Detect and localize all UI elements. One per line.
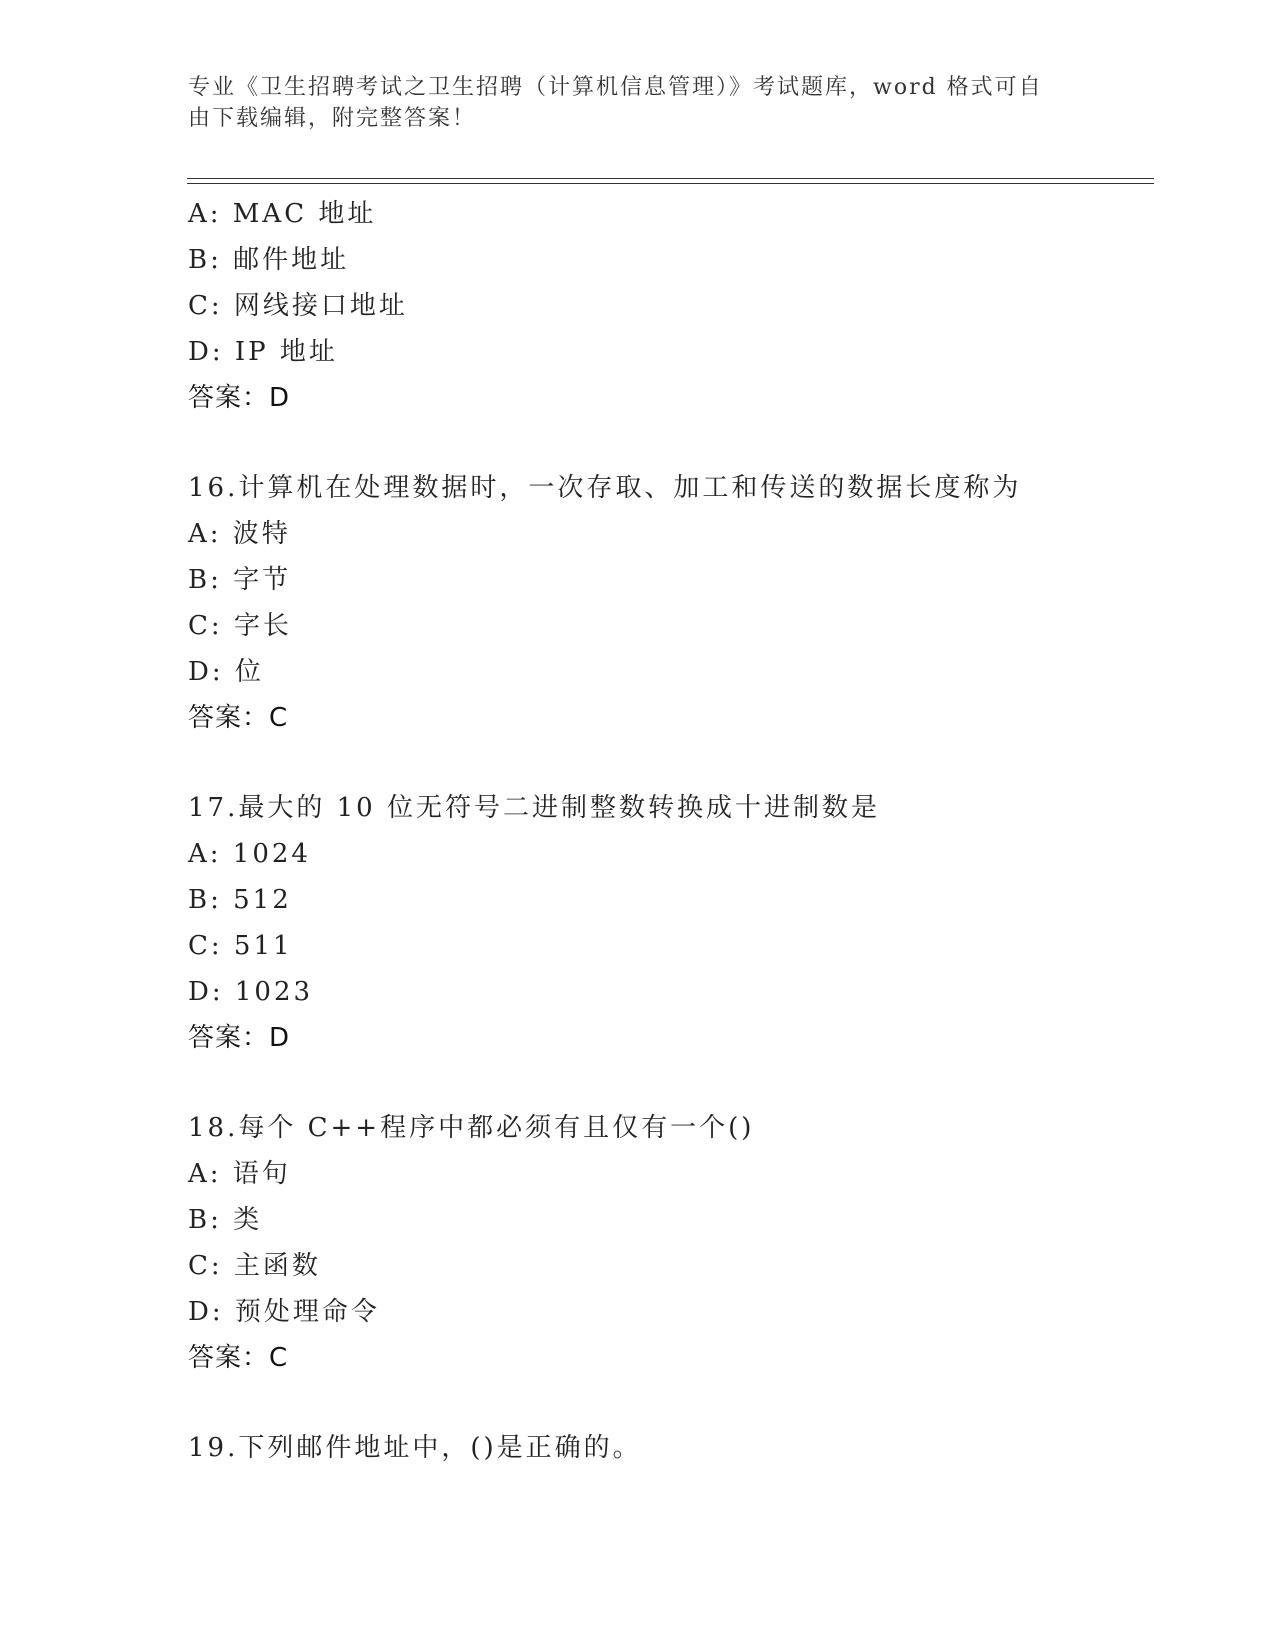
question-stem: 16.计算机在处理数据时，一次存取、加工和传送的数据长度称为: [188, 473, 1022, 503]
option-a: A: MAC 地址: [188, 199, 377, 229]
option-c: C: 511: [188, 931, 293, 961]
header-line-1: 专业《卫生招聘考试之卫生招聘（计算机信息管理）》考试题库，word 格式可自: [188, 75, 1043, 100]
header-line-2: 由下载编辑，附完整答案！: [188, 106, 477, 131]
question-16: [188, 465, 1148, 741]
option-b: B: 邮件地址: [188, 245, 350, 275]
question-stem: 19.下列邮件地址中，()是正确的。: [188, 1433, 642, 1463]
option-a: A: 语句: [188, 1159, 291, 1189]
answer: 答案：C: [188, 1343, 289, 1373]
option-d: D: 1023: [188, 977, 314, 1007]
option-d: D: 位: [188, 657, 264, 687]
answer: 答案：D: [188, 383, 291, 413]
option-a: A: 1024: [188, 839, 311, 869]
option-d: D: IP 地址: [188, 337, 338, 367]
option-a: A: 波特: [188, 519, 291, 549]
document-header: [188, 72, 1068, 134]
question-17: [188, 785, 1148, 1061]
option-d: D: 预处理命令: [188, 1297, 380, 1327]
option-b: B: 类: [188, 1205, 263, 1235]
question-15-continued: [188, 191, 1148, 421]
question-19: [188, 1425, 1148, 1471]
question-list: [188, 191, 1148, 1471]
option-b: B: 512: [188, 885, 292, 915]
answer: 答案：C: [188, 703, 289, 733]
option-c: C: 主函数: [188, 1251, 321, 1281]
answer: 答案：D: [188, 1023, 291, 1053]
header-divider-top: [187, 178, 1154, 179]
question-stem: 17.最大的 10 位无符号二进制整数转换成十进制数是: [188, 793, 880, 823]
option-c: C: 字长: [188, 611, 292, 641]
question-18: [188, 1105, 1148, 1381]
header-divider-bottom: [187, 183, 1154, 184]
option-c: C: 网线接口地址: [188, 291, 408, 321]
question-stem: 18.每个 C++程序中都必须有且仅有一个(): [188, 1113, 755, 1143]
option-b: B: 字节: [188, 565, 292, 595]
